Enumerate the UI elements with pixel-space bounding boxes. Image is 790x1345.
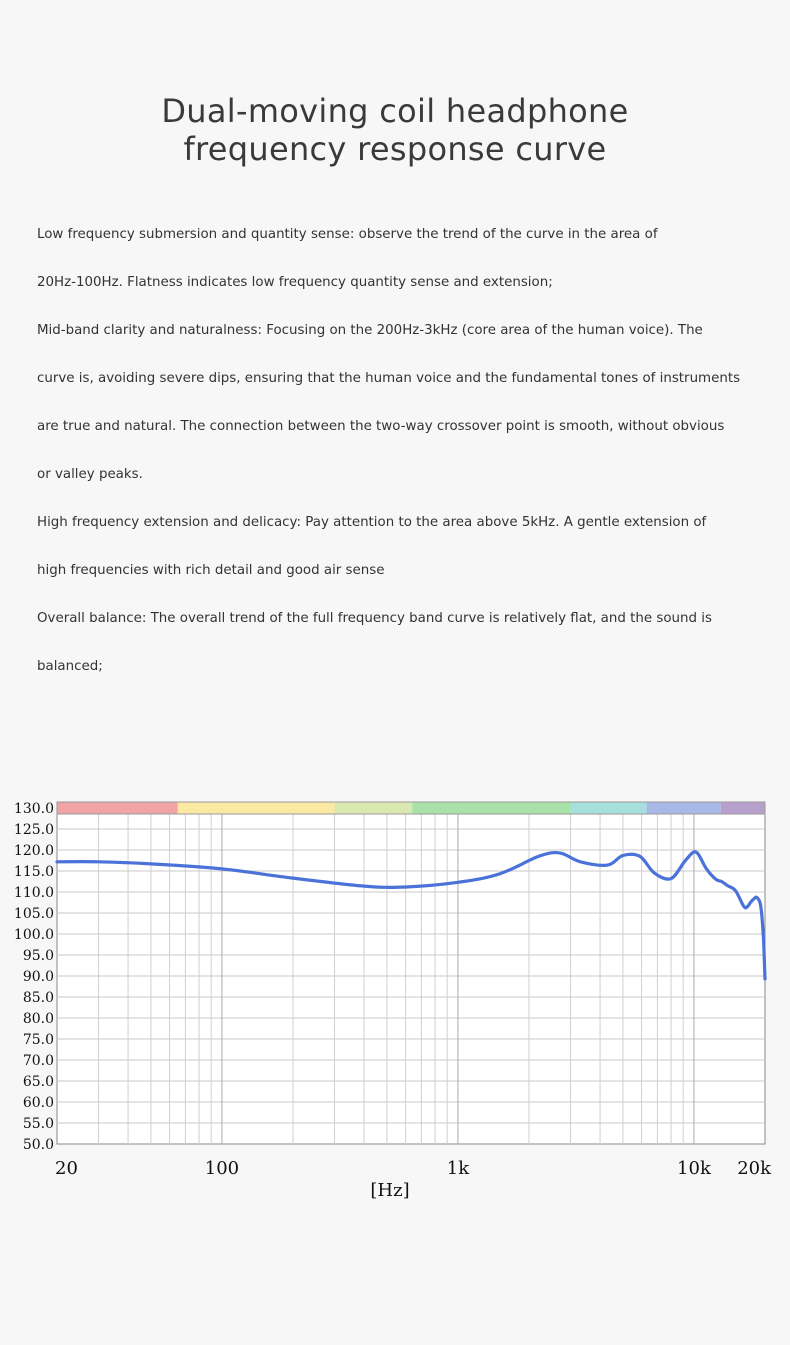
frequency-response-chart	[0, 790, 790, 1210]
band-segment	[178, 802, 335, 814]
page-title-line-2: frequency response curve	[183, 130, 607, 168]
description-line: high frequencies with rich detail and good air sense	[37, 563, 385, 578]
description-block	[37, 211, 772, 691]
description-line: 20Hz-100Hz. Flatness indicates low frequency quantity sense and extension;	[37, 275, 553, 290]
page-title	[0, 92, 790, 168]
y-tick-label: 105.0	[13, 906, 54, 922]
description-line: High frequency extension and delicacy: Pay attention to the area above 5kHz. A gentle extension of	[37, 515, 707, 530]
y-tick-label: 85.0	[22, 990, 54, 1006]
y-tick-label: 60.0	[22, 1095, 54, 1111]
x-tick-label: 20	[55, 1158, 78, 1179]
page-title-line-1: Dual-moving coil headphone	[161, 92, 629, 130]
description-line: Low frequency submersion and quantity sense: observe the trend of the curve in the area of	[37, 227, 658, 242]
description-line: Overall balance: The overall trend of the full frequency band curve is relatively flat, and the sound is	[37, 611, 712, 626]
y-tick-label: 50.0	[22, 1137, 54, 1153]
band-segment	[647, 802, 721, 814]
x-tick-label: 10k	[677, 1158, 711, 1179]
y-tick-label: 130.0	[13, 801, 54, 817]
x-tick-label: 1k	[446, 1158, 470, 1179]
y-tick-label: 120.0	[13, 843, 54, 859]
description-line: are true and natural. The connection between the two-way crossover point is smooth, without obvious	[37, 419, 725, 434]
frequency-band-strip	[57, 802, 765, 814]
x-tick-label: 20k	[737, 1158, 771, 1179]
description-line: balanced;	[37, 659, 103, 674]
y-tick-label: 115.0	[13, 864, 54, 880]
y-tick-label: 75.0	[22, 1032, 54, 1048]
x-axis-label: [Hz]	[370, 1180, 410, 1201]
y-tick-label: 80.0	[22, 1011, 54, 1027]
band-segment	[335, 802, 413, 814]
y-tick-label: 110.0	[13, 885, 54, 901]
x-tick-label: 100	[204, 1158, 240, 1179]
band-segment	[57, 802, 178, 814]
y-axis-tick-labels	[14, 801, 54, 1153]
description-line: curve is, avoiding severe dips, ensuring that the human voice and the fundamental tones of instruments	[37, 371, 741, 386]
band-segment	[721, 802, 765, 814]
band-segment	[412, 802, 570, 814]
x-axis-tick-labels	[55, 1158, 772, 1179]
y-tick-label: 95.0	[22, 948, 54, 964]
y-tick-label: 65.0	[22, 1074, 54, 1090]
band-segment	[571, 802, 647, 814]
y-tick-label: 70.0	[22, 1053, 54, 1069]
y-tick-label: 90.0	[22, 969, 54, 985]
description-line: or valley peaks.	[37, 467, 143, 482]
y-tick-label: 55.0	[22, 1116, 54, 1132]
y-tick-label: 125.0	[13, 822, 54, 838]
description-line: Mid-band clarity and naturalness: Focusing on the 200Hz-3kHz (core area of the human voice). The	[37, 323, 703, 338]
y-tick-label: 100.0	[13, 927, 54, 943]
